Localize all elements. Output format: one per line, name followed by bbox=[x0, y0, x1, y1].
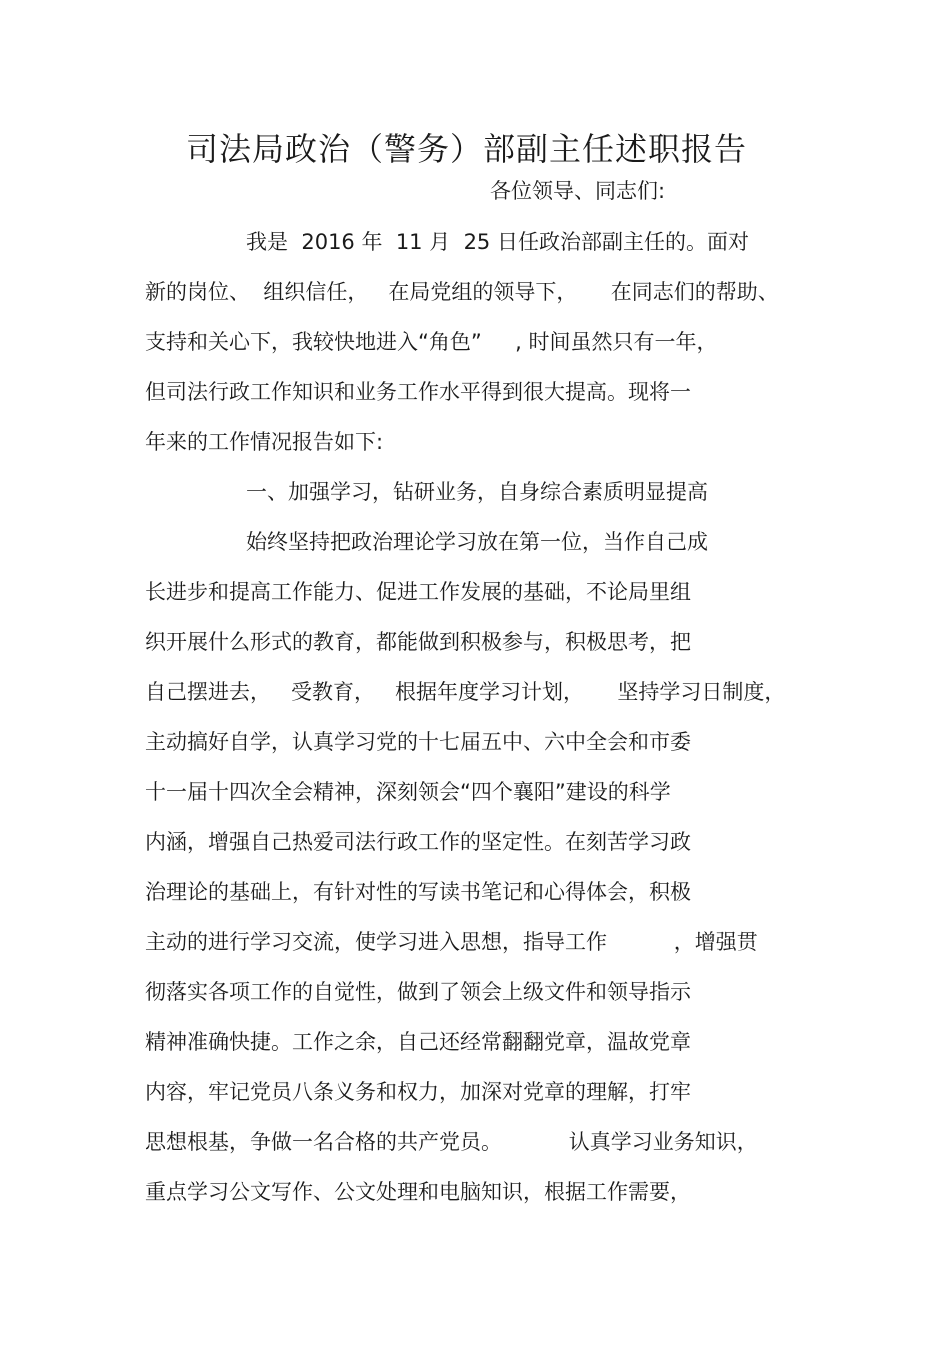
paragraph-line: 内涵，增强自己热爱司法行政工作的坚定性。在刻苦学习政 bbox=[145, 830, 691, 854]
paragraph-line: 主动搞好自学，认真学习党的十七届五中、六中全会和市委 bbox=[145, 730, 691, 754]
paragraph-line: 新的岗位、 组织信任， 在局党组的领导下， 在同志们的帮助、 bbox=[145, 280, 779, 304]
paragraph-line: 年来的工作情况报告如下: bbox=[145, 430, 384, 454]
paragraph-line: 主动的进行学习交流，使学习进入思想，指导工作 ，增强贯 bbox=[145, 930, 758, 954]
document-title: 司法局政治（警务）部副主任述职报告 bbox=[186, 130, 748, 168]
paragraph-line: 思想根基，争做一名合格的共产党员。 认真学习业务知识， bbox=[145, 1130, 758, 1154]
paragraph-line: 精神准确快捷。工作之余，自己还经常翻翻党章，温故党章 bbox=[145, 1030, 691, 1054]
paragraph-line: 我是 2016 年 11 月 25 日任政治部副主任的。面对 bbox=[246, 230, 749, 254]
paragraph-line: 支持和关心下，我较快地进入“角色” , 时间虽然只有一年， bbox=[145, 330, 718, 354]
paragraph-line: 自己摆进去， 受教育， 根据年度学习计划， 坚持学习日制度， bbox=[145, 680, 786, 704]
greeting: 各位领导、同志们: bbox=[490, 179, 666, 203]
paragraph-line: 织开展什么形式的教育，都能做到积极参与，积极思考，把 bbox=[145, 630, 691, 654]
section-heading: 一、加强学习，钻研业务，自身综合素质明显提高 bbox=[246, 480, 708, 504]
paragraph-line: 始终坚持把政治理论学习放在第一位，当作自己成 bbox=[246, 530, 708, 554]
paragraph-line: 长进步和提高工作能力、促进工作发展的基础，不论局里组 bbox=[145, 580, 691, 604]
paragraph-line: 但司法行政工作知识和业务工作水平得到很大提高。现将一 bbox=[145, 380, 691, 404]
paragraph-line: 治理论的基础上，有针对性的写读书笔记和心得体会，积极 bbox=[145, 880, 691, 904]
paragraph-line: 重点学习公文写作、公文处理和电脑知识，根据工作需要， bbox=[145, 1180, 691, 1204]
paragraph-line: 内容，牢记党员八条义务和权力，加深对党章的理解，打牢 bbox=[145, 1080, 691, 1104]
paragraph-line: 彻落实各项工作的自觉性，做到了领会上级文件和领导指示 bbox=[145, 980, 691, 1004]
paragraph-line: 十一届十四次全会精神，深刻领会“四个襄阳”建设的科学 bbox=[145, 780, 671, 804]
